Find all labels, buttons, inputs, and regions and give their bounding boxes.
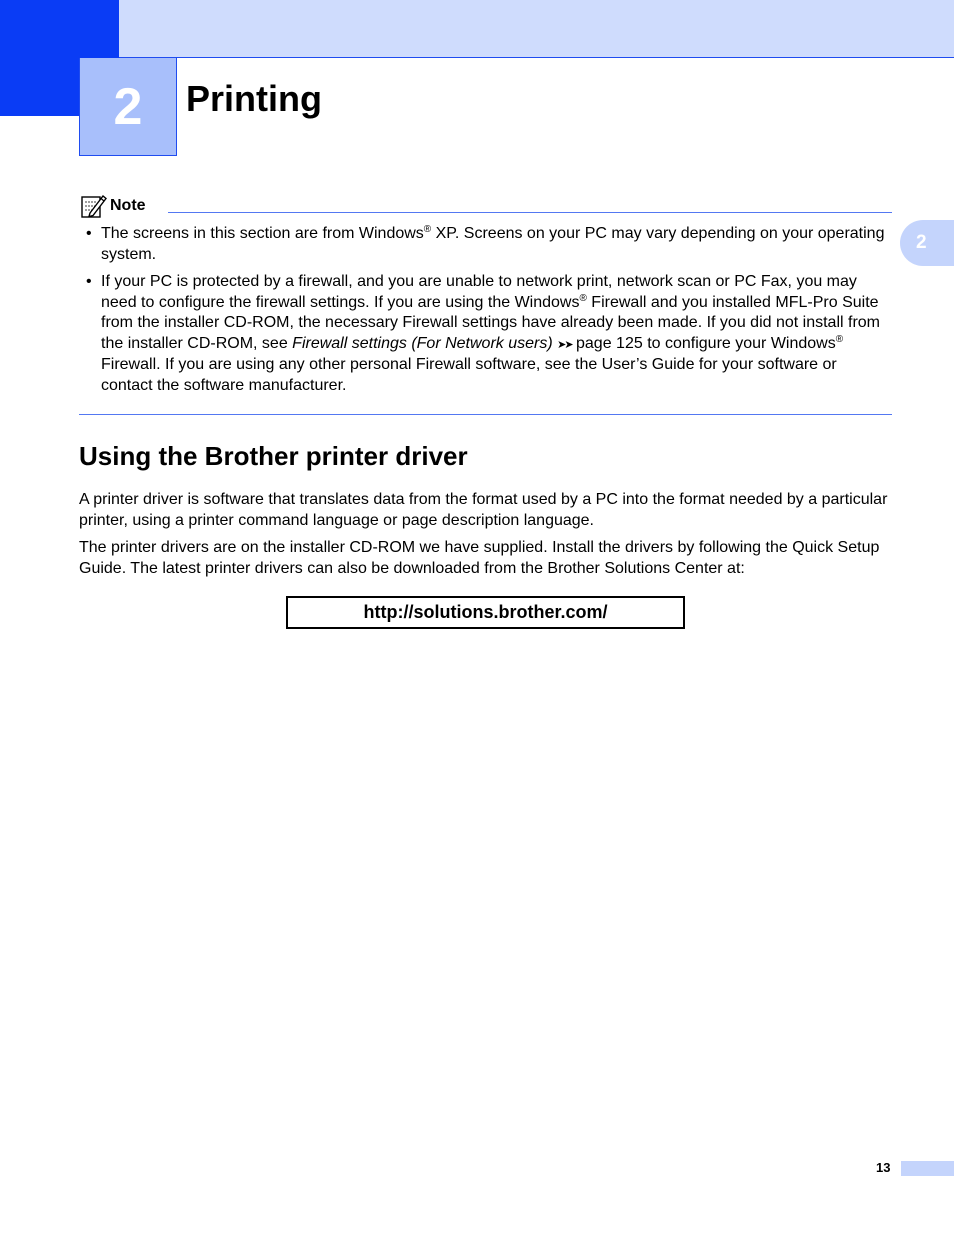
registered-mark: ® [835, 333, 844, 345]
solutions-url-box[interactable] [286, 596, 685, 629]
page-number: 13 [876, 1160, 891, 1175]
note-pencil-icon [80, 192, 108, 220]
note-text: If your PC is protected by a firewall, and you are unable to network print, network scan or PC Fax, you may need to configure the firewall settings. If you are using the Windows [101, 273, 857, 311]
bullet: • [86, 273, 92, 290]
note-item [86, 272, 892, 396]
footer-tab [901, 1161, 954, 1176]
note-label: Note [110, 197, 146, 214]
note-bottom-rule [79, 414, 892, 415]
chapter-title: Printing [186, 78, 322, 119]
note-header [80, 192, 146, 220]
note-text: The screens in this section are from Windows [101, 225, 424, 242]
note-text: Firewall and you installed MFL-Pro Suite from the installer CD-ROM, the necessary Firewall settings have already been made. If you did not install from the installer CD-ROM, see [101, 293, 880, 352]
header-band [119, 0, 954, 58]
solutions-url[interactable]: http://solutions.brother.com/ [363, 602, 608, 622]
cross-reference-link[interactable]: Firewall settings (For Network users) [292, 334, 553, 352]
note-top-rule [168, 212, 892, 213]
note-item [86, 224, 892, 265]
double-arrow-icon: ➤➤ [557, 338, 572, 351]
chapter-number: 2 [79, 58, 177, 156]
note-text: page 125 to configure your Windows [571, 334, 836, 352]
note-text: XP. Screens on your PC may vary depending on your operating system. [101, 225, 885, 263]
paragraph: A printer driver is software that translates data from the format used by a PC into the format needed by a particular printer, using a printer command language or page description language. [79, 491, 888, 529]
note-list [86, 224, 892, 403]
note-text: Firewall. If you are using any other personal Firewall software, see the User’s Guide for your software or contact the software manufacturer. [101, 356, 837, 394]
chapter-side-tab-label: 2 [916, 232, 927, 253]
paragraph: The printer drivers are on the installer CD-ROM we have supplied. Install the drivers by following the Quick Setup Guide. The latest printer drivers can also be downloaded from the Brother Solutions Center at: [79, 539, 880, 577]
section-title: Using the Brother printer driver [79, 441, 468, 471]
registered-mark: ® [579, 292, 587, 304]
bullet: • [86, 225, 92, 242]
registered-mark: ® [423, 224, 432, 235]
chapter-side-tab[interactable] [900, 220, 954, 266]
